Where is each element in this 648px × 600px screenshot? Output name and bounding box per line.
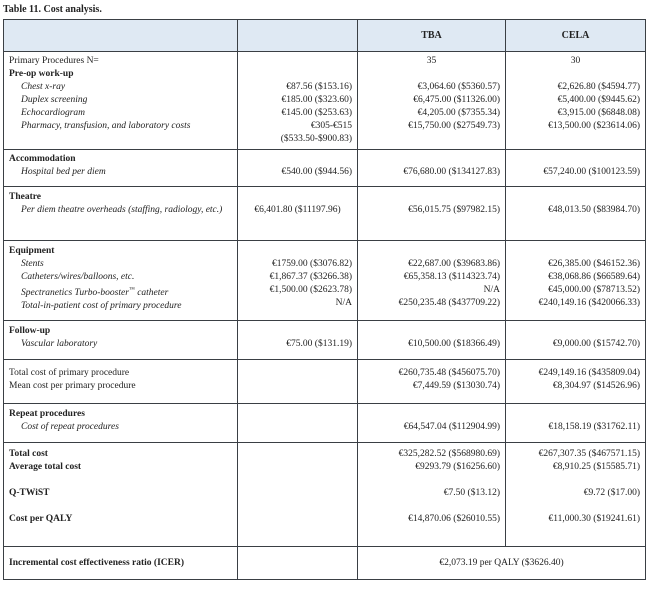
equipment-cela bbox=[506, 241, 646, 321]
summary-cela bbox=[506, 443, 646, 547]
cela-cost: €5,400.00 ($9445.62) bbox=[557, 95, 640, 105]
preop-tba bbox=[358, 52, 506, 150]
repeat-unit bbox=[238, 404, 358, 443]
preop-labels bbox=[4, 52, 238, 150]
cela-cost: €26,385.00 ($46152.36) bbox=[548, 259, 640, 269]
preop-block bbox=[4, 52, 646, 150]
summary-labels bbox=[4, 443, 238, 547]
row-label: Hospital bed per diem bbox=[21, 167, 106, 177]
unit-cost: €540.00 ($944.56) bbox=[281, 167, 352, 177]
unit-cost: €1,867.37 ($3266.38) bbox=[269, 272, 352, 282]
tba-cost: €64,547.04 ($112904.99) bbox=[403, 422, 500, 432]
followup-tba bbox=[358, 321, 506, 360]
tba-cost: €260,735.48 ($456075.70) bbox=[398, 368, 500, 378]
cela-cost: €9,000.00 ($15742.70) bbox=[552, 339, 640, 349]
cela-cost: €3,915.00 ($6848.08) bbox=[557, 108, 640, 118]
equipment-unit-costs bbox=[238, 241, 358, 321]
row-label: Total-in-patient cost of primary procedure bbox=[21, 301, 182, 312]
row-label: Echocardiogram bbox=[21, 108, 86, 118]
tba-cost: €15,750.00 ($27549.73) bbox=[408, 121, 500, 131]
unit-cost: €6,401.80 ($11197.96) bbox=[254, 205, 341, 215]
row-label: Pharmacy, transfusion, and laboratory costs bbox=[21, 121, 191, 131]
repeat-tba bbox=[358, 404, 506, 443]
tba-cost: €3,064.60 ($5360.57) bbox=[417, 82, 500, 92]
theatre-labels bbox=[4, 187, 238, 241]
summary-tba bbox=[358, 443, 506, 547]
theatre-unit bbox=[238, 187, 358, 241]
repeat-labels bbox=[4, 404, 238, 443]
equipment-labels bbox=[4, 241, 238, 321]
header-label-cell bbox=[4, 20, 238, 52]
cela-cost: €249,149.16 ($435809.04) bbox=[538, 368, 640, 378]
theatre-block bbox=[4, 187, 646, 241]
equipment-tba bbox=[358, 241, 506, 321]
repeat-block bbox=[4, 404, 646, 443]
cost-per-qaly-label: Cost per QALY bbox=[9, 514, 73, 524]
row-label: Chest x-ray bbox=[21, 82, 66, 92]
table-caption: Table 11. Cost analysis. bbox=[3, 4, 102, 15]
cela-cost: €13,500.00 ($23614.06) bbox=[548, 121, 640, 131]
repeat-cela bbox=[506, 404, 646, 443]
followup-block bbox=[4, 321, 646, 360]
tba-qaly: €14,870.06 ($26010.55) bbox=[408, 514, 500, 524]
tba-cost: €325,282.52 ($568980.69) bbox=[398, 449, 500, 459]
followup-cela bbox=[506, 321, 646, 360]
icer-value: €2,073.19 per QALY ($3626.40) bbox=[358, 547, 646, 580]
accommodation-title: Accommodation bbox=[9, 154, 76, 164]
accommodation-block bbox=[4, 150, 646, 187]
header-cela: CELA bbox=[506, 20, 646, 52]
average-cost-label: Average total cost bbox=[9, 462, 82, 472]
unit-cost: €1759.00 ($3076.82) bbox=[272, 259, 352, 269]
row-label: Vascular laboratory bbox=[21, 339, 98, 349]
preop-title: Pre-op work-up bbox=[9, 69, 74, 79]
tba-cost: €4,205.00 ($7355.34) bbox=[417, 108, 500, 118]
row-label: Cost of repeat procedures bbox=[21, 422, 119, 432]
cela-cost: €2,626.80 ($4594.77) bbox=[557, 82, 640, 92]
header-tba: TBA bbox=[358, 20, 506, 52]
row-label: Catheters/wires/balloons, etc. bbox=[21, 272, 135, 282]
followup-title: Follow-up bbox=[9, 326, 51, 336]
summary-unit bbox=[238, 443, 358, 547]
accommodation-cela bbox=[506, 150, 646, 187]
unit-cost: €1,500.00 ($2623.78) bbox=[269, 285, 352, 295]
cela-cost: €57,240.00 ($100123.59) bbox=[543, 167, 640, 177]
accommodation-unit bbox=[238, 150, 358, 187]
header-unit-cell bbox=[238, 20, 358, 52]
followup-unit bbox=[238, 321, 358, 360]
row-label: Duplex screening bbox=[21, 95, 88, 105]
cela-cost: €38,068.86 ($66589.64) bbox=[548, 272, 640, 282]
preop-cela bbox=[506, 52, 646, 150]
row-label: Per diem theatre overheads (staffing, radiology, etc.) bbox=[21, 205, 223, 215]
primary-totals-tba bbox=[358, 360, 506, 404]
followup-labels bbox=[4, 321, 238, 360]
total-cost-label: Total cost bbox=[9, 449, 48, 459]
cela-qaly: €11,000.30 ($19241.61) bbox=[548, 514, 640, 524]
primary-totals-unit bbox=[238, 360, 358, 404]
unit-cost: N/A bbox=[335, 298, 352, 308]
unit-cost: €75.00 ($131.19) bbox=[286, 339, 352, 349]
cela-cost: €45,000.00 ($78713.52) bbox=[548, 285, 640, 295]
qtwist-label: Q-TWiST bbox=[9, 488, 50, 498]
unit-cost: €145.00 ($253.63) bbox=[281, 108, 352, 118]
tba-cost: €22,687.00 ($39683.86) bbox=[408, 259, 500, 269]
n-cela: 30 bbox=[570, 56, 581, 66]
tba-cost: €56,015.75 ($97982.15) bbox=[408, 205, 500, 215]
tba-cost: €10,500.00 ($18366.49) bbox=[408, 339, 500, 349]
tba-cost: N/A bbox=[483, 285, 500, 295]
equipment-block bbox=[4, 241, 646, 321]
header-row bbox=[4, 20, 646, 52]
tba-cost: €9293.79 ($16256.60) bbox=[415, 462, 500, 472]
cela-cost: €18,158.19 ($31762.11) bbox=[548, 422, 640, 432]
unit-cost: €185.00 ($323.60) bbox=[281, 95, 352, 105]
summary-block bbox=[4, 443, 646, 547]
n-tba: 35 bbox=[426, 56, 437, 66]
unit-cost: €305-€515 ($533.50-$900.83) bbox=[280, 121, 352, 144]
theatre-title: Theatre bbox=[9, 192, 42, 202]
cela-qtwist: €9.72 ($17.00) bbox=[583, 488, 640, 498]
icer-label: Incremental cost effectiveness ratio (ICER) bbox=[4, 547, 238, 580]
total-primary-label: Total cost of primary procedure bbox=[9, 368, 130, 378]
preop-unit-costs bbox=[238, 52, 358, 150]
tba-qtwist: €7.50 ($13.12) bbox=[443, 488, 500, 498]
tba-cost: €76,680.00 ($134127.83) bbox=[403, 167, 500, 177]
icer-unit bbox=[238, 547, 358, 580]
primary-totals-labels bbox=[4, 360, 238, 404]
cost-analysis-table bbox=[3, 19, 646, 580]
row-label: Stents bbox=[21, 259, 44, 269]
tba-cost: €65,358.13 ($114323.74) bbox=[403, 272, 500, 282]
tba-cost: €7,449.59 ($13030.74) bbox=[412, 381, 500, 391]
unit-cost: €87.56 ($153.16) bbox=[286, 82, 352, 92]
row-label: Spectranetics Turbo-booster™ catheter bbox=[21, 287, 169, 299]
cela-cost: €48,013.50 ($83984.70) bbox=[548, 205, 640, 215]
n-label: Primary Procedures N= bbox=[9, 56, 99, 66]
theatre-cela bbox=[506, 187, 646, 241]
mean-primary-label: Mean cost per primary procedure bbox=[9, 381, 136, 391]
accommodation-labels bbox=[4, 150, 238, 187]
cela-cost: €240,149.16 ($420066.33) bbox=[538, 298, 640, 308]
tba-cost: €6,475.00 ($11326.00) bbox=[413, 95, 500, 105]
tba-cost: €250,235.48 ($437709.22) bbox=[398, 298, 500, 308]
accommodation-tba bbox=[358, 150, 506, 187]
repeat-title: Repeat procedures bbox=[9, 409, 85, 419]
cela-cost: €267,307.35 ($467571.15) bbox=[538, 449, 640, 459]
theatre-tba bbox=[358, 187, 506, 241]
primary-totals-cela bbox=[506, 360, 646, 404]
primary-totals-block bbox=[4, 360, 646, 404]
cela-cost: €8,910.25 ($15585.71) bbox=[552, 462, 640, 472]
cela-cost: €8,304.97 ($14526.96) bbox=[552, 381, 640, 391]
equipment-title: Equipment bbox=[9, 246, 55, 256]
icer-row bbox=[4, 547, 646, 580]
